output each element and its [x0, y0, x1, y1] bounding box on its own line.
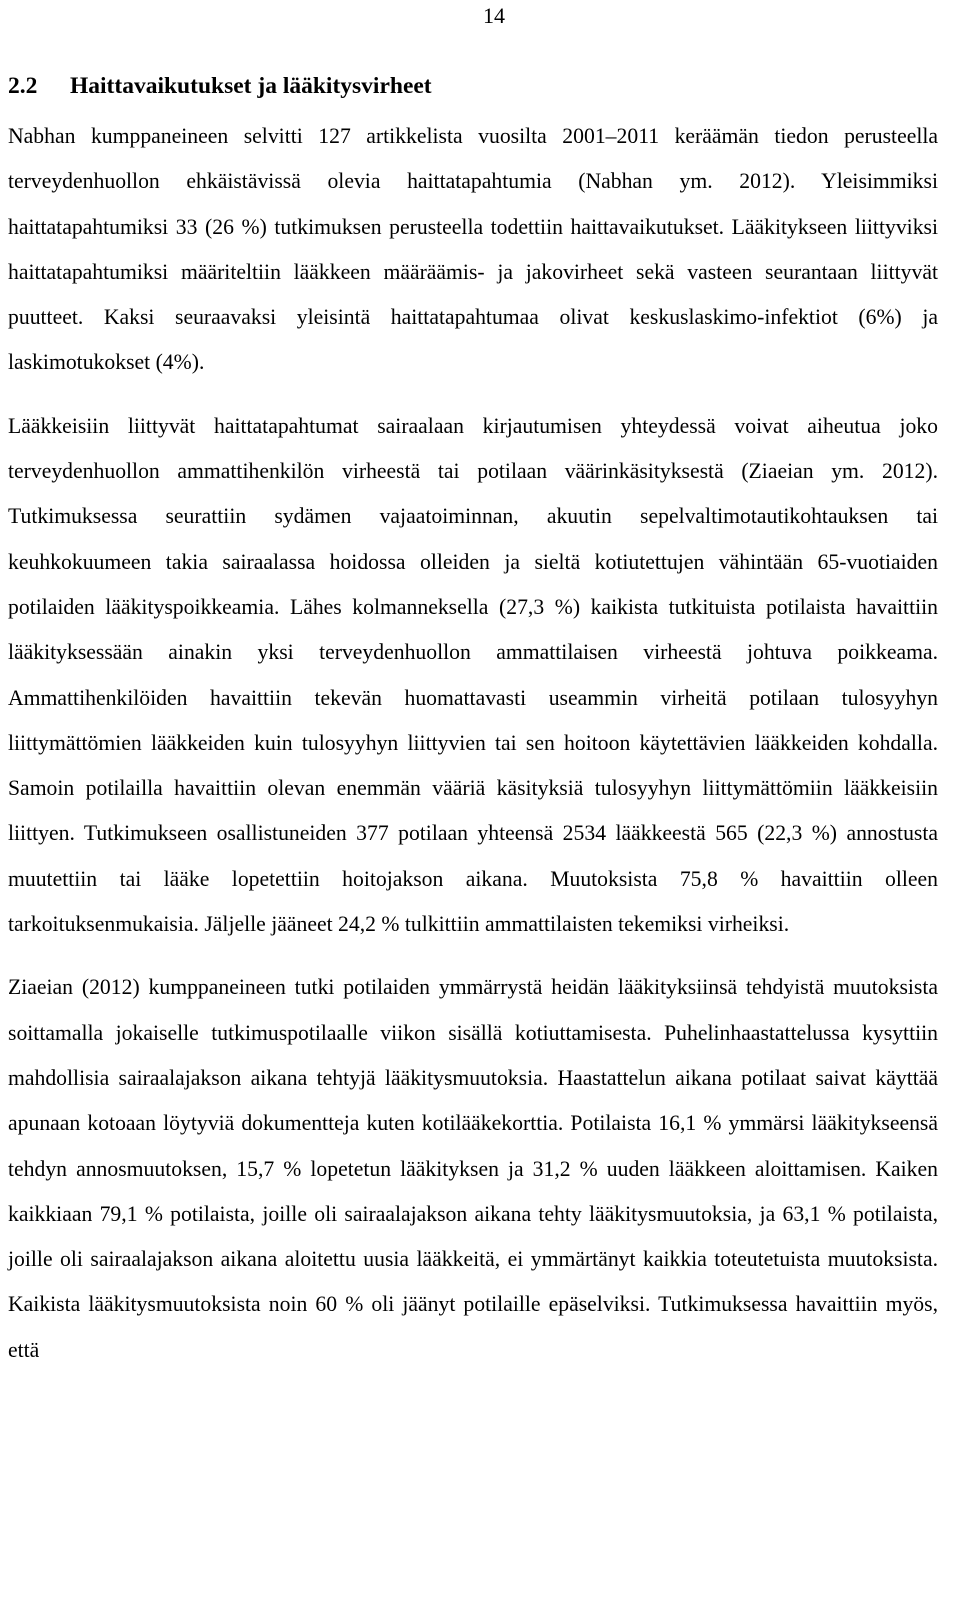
paragraph-3: Ziaeian (2012) kumppaneineen tutki potilaiden ymmärrystä heidän lääkityksiinsä tehdyistä muutoksista soittamalla jokaiselle tutkimuspotilaalle viikon sisällä kotiuttamisesta. Puhelinhaastattelussa kysyttiin mahdollisia sairaalajakson aikana tehtyjä lääkitysmuutoksia. Haastattelun aikana potilaat saivat käyttää apunaan kotoaan löytyviä dokumentteja kuten kotilääkekorttia. Potilaista 16,1 % ymmärsi lääkitykseensä tehdyn annosmuutoksen, 15,7 % lopetetun lääkityksen ja 31,2 % uuden lääkkeen aloittamisen. Kaiken kaikkiaan 79,1 % potilaista, joille oli sairaalajakson aikana tehty lääkitysmuutoksia, ja 63,1 % potilaista, joille oli sairaalajakson aikana aloitettu uusia lääkkeitä, ei ymmärtänyt kaikkia toteutetuista muutoksista. Kaikista lääkitysmuutoksista noin 60 % oli jäänyt potilaille epäselviksi. Tutkimuksessa havaittiin myös, että — [8, 975, 938, 1362]
section-heading — [8, 70, 938, 102]
section-number: 2.2 — [8, 73, 38, 99]
document-body — [8, 70, 938, 1391]
section-title: Haittavaikutukset ja lääkitysvirheet — [70, 73, 432, 99]
paragraph-1: Nabhan kumppaneineen selvitti 127 artikkelista vuosilta 2001–2011 keräämän tiedon perusteella terveydenhuollon ehkäistävissä olevia haittatapahtumia (Nabhan ym. 2012). Yleisimmiksi haittatapahtumiksi 33 (26 %) tutkimuksen perusteella todettiin haittavaikutukset. Lääkitykseen liittyviksi haittatapahtumiksi määriteltiin lääkkeen määräämis- ja jakovirheet sekä vasteen seurantaan liittyvät puutteet. Kaksi seuraavaksi yleisintä haittatapahtumaa olivat keskuslaskimo-infektiot (6%) ja laskimotukokset (4%). — [8, 124, 938, 375]
paragraph-2: Lääkkeisiin liittyvät haittatapahtumat sairaalaan kirjautumisen yhteydessä voivat aiheutua joko terveydenhuollon ammattihenkilön virheestä tai potilaan väärinkäsityksestä (Ziaeian ym. 2012). Tutkimuksessa seurattiin sydämen vajaatoiminnan, akuutin sepelvaltimotautikohtauksen tai keuhkokuumeen takia sairaalassa hoidossa olleiden ja sieltä kotiutettujen vähintään 65-vuotiaiden potilaiden lääkityspoikkeamia. Lähes kolmanneksella (27,3 %) kaikista tutkituista potilaista havaittiin lääkityksessään ainakin yksi terveydenhuollon ammattilaisen virheestä johtuva poikkeama. Ammattihenkilöiden havaittiin tekevän huomattavasti useammin virheitä potilaan tulosyyhyn liittymättömien lääkkeiden kuin tulosyyhyn liittyvien tai sen hoitoon käytettävien lääkkeiden kohdalla. Samoin potilailla havaittiin olevan enemmän vääriä käsityksiä tulosyyhyn liittymättömiin lääkkeisiin liittyen. Tutkimukseen osallistuneiden 377 potilaan yhteensä 2534 lääkkeestä 565 (22,3 %) annostusta muutettiin tai lääke lopetettiin hoitojakson aikana. Muutoksista 75,8 % havaittiin olleen tarkoituksenmukaisia. Jäljelle jääneet 24,2 % tulkittiin ammattilaisten tekemiksi virheiksi. — [8, 413, 938, 937]
page-number: 14 — [483, 3, 505, 28]
